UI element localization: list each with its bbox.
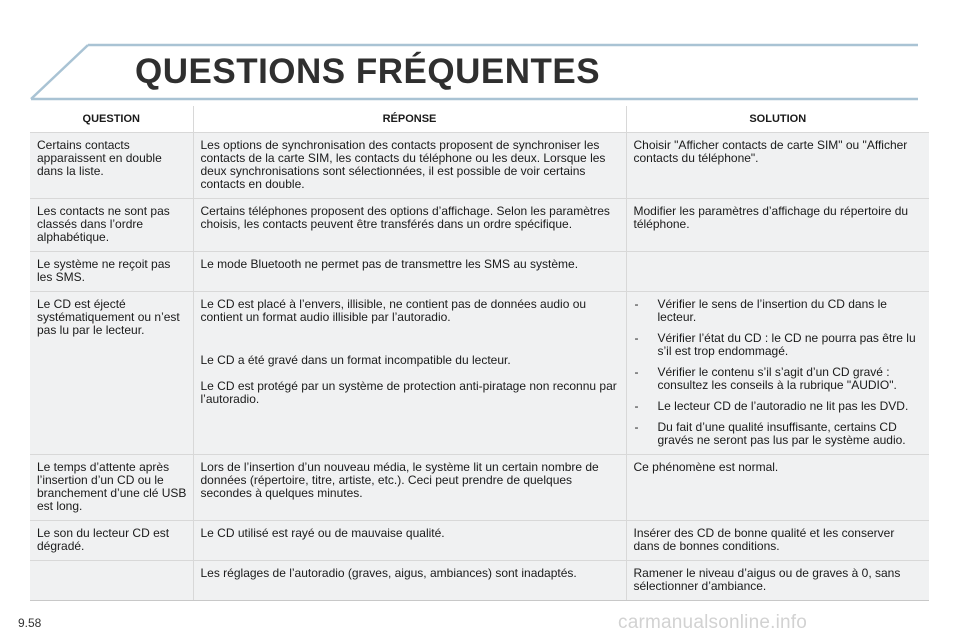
table-row — [30, 521, 929, 561]
answer-text: Le CD est protégé par un système de protection anti-piratage non reconnu par l’autoradio. — [200, 379, 617, 406]
question-cell: Certains contacts apparaissent en double dans la liste. — [30, 133, 193, 199]
solution-item-text: Le lecteur CD de l’autoradio ne lit pas les DVD. — [657, 399, 909, 413]
solution-list-item — [634, 298, 924, 324]
answer-text: Le CD utilisé est rayé ou de mauvaise qualité. — [200, 526, 445, 540]
page-title: QUESTIONS FRÉQUENTES — [135, 52, 601, 91]
solution-item-text: Vérifier le sens de l’insertion du CD dans le lecteur. — [657, 297, 887, 324]
table-row — [30, 133, 929, 199]
solution-cell: Modifier les paramètres d’affichage du répertoire du téléphone. — [626, 199, 929, 252]
solution-item-text: Du fait d’une qualité insuffisante, certains CD gravés ne seront pas lus par le système audio. — [657, 420, 906, 447]
page-number: 9.58 — [18, 616, 42, 630]
list-bullet: - — [634, 365, 639, 379]
question-cell — [30, 561, 193, 601]
list-bullet: - — [634, 297, 639, 311]
answer-cell — [193, 133, 626, 199]
answer-cell — [193, 521, 626, 561]
answer-cell — [193, 252, 626, 292]
column-header-question: QUESTION — [30, 106, 193, 133]
table-row — [30, 199, 929, 252]
solution-list-item — [634, 400, 924, 413]
answer-cell — [193, 199, 626, 252]
column-header-solution: SOLUTION — [626, 106, 929, 133]
answer-text: Le CD est placé à l’envers, illisible, ne contient pas de données audio ou contient un format audio illisible par l’autoradio. — [200, 297, 587, 324]
solution-cell: Insérer des CD de bonne qualité et les conserver dans de bonnes conditions. — [626, 521, 929, 561]
list-bullet: - — [634, 420, 639, 434]
table-header-row — [30, 106, 929, 133]
solution-cell: Ce phénomène est normal. — [626, 455, 929, 521]
header-diagonal-line — [31, 45, 88, 99]
answer-cell — [193, 455, 626, 521]
solution-list-item — [634, 366, 924, 392]
answer-cell — [193, 292, 626, 455]
watermark: carmanualsonline.info — [618, 612, 808, 633]
question-cell: Les contacts ne sont pas classés dans l’ordre alphabétique. — [30, 199, 193, 252]
answer-text: Les options de synchronisation des contacts proposent de synchroniser les contacts de la carte SIM, les contacts du téléphone ou les deux. Lorsque les deux synchronisations sont sélectionnées, il est possible de voir certains contacts en double. — [200, 138, 606, 191]
answer-text: Certains téléphones proposent des options d’affichage. Selon les paramètres choisis, les contacts peuvent être transférés dans un ordre spécifique. — [200, 204, 610, 231]
solution-cell — [626, 252, 929, 292]
answer-text: Le CD a été gravé dans un format incompatible du lecteur. — [200, 353, 511, 367]
table-row — [30, 455, 929, 521]
answer-text: Lors de l’insertion d’un nouveau média, le système lit un certain nombre de données (répertoire, titre, artiste, etc.). Ceci peut prendre de quelques secondes à quelques minutes. — [200, 460, 599, 500]
solution-item-text: Vérifier le contenu s’il s’agit d’un CD gravé : consultez les conseils à la rubrique "AUDIO". — [657, 365, 897, 392]
question-cell: Le CD est éjecté systématiquement ou n’est pas lu par le lecteur. — [30, 292, 193, 455]
answer-text: Le mode Bluetooth ne permet pas de transmettre les SMS au système. — [200, 257, 579, 271]
answer-text: Les réglages de l’autoradio (graves, aigus, ambiances) sont inadaptés. — [200, 566, 577, 580]
solution-list-item — [634, 421, 924, 447]
faq-table — [30, 106, 929, 601]
solution-list-item — [634, 332, 924, 358]
list-bullet: - — [634, 399, 639, 413]
solution-cell: Choisir "Afficher contacts de carte SIM" ou "Afficher contacts du téléphone". — [626, 133, 929, 199]
solution-cell — [626, 292, 929, 455]
answer-cell — [193, 561, 626, 601]
question-cell: Le son du lecteur CD est dégradé. — [30, 521, 193, 561]
solution-list — [634, 298, 924, 447]
table-row — [30, 292, 929, 455]
solution-cell: Ramener le niveau d’aigus ou de graves à 0, sans sélectionner d’ambiance. — [626, 561, 929, 601]
question-cell: Le système ne reçoit pas les SMS. — [30, 252, 193, 292]
list-bullet: - — [634, 331, 639, 345]
solution-item-text: Vérifier l’état du CD : le CD ne pourra pas être lu s’il est trop endommagé. — [657, 331, 916, 358]
table-row — [30, 252, 929, 292]
table-row — [30, 561, 929, 601]
column-header-answer: RÉPONSE — [193, 106, 626, 133]
question-cell: Le temps d’attente après l’insertion d’un CD ou le branchement d’une clé USB est long. — [30, 455, 193, 521]
